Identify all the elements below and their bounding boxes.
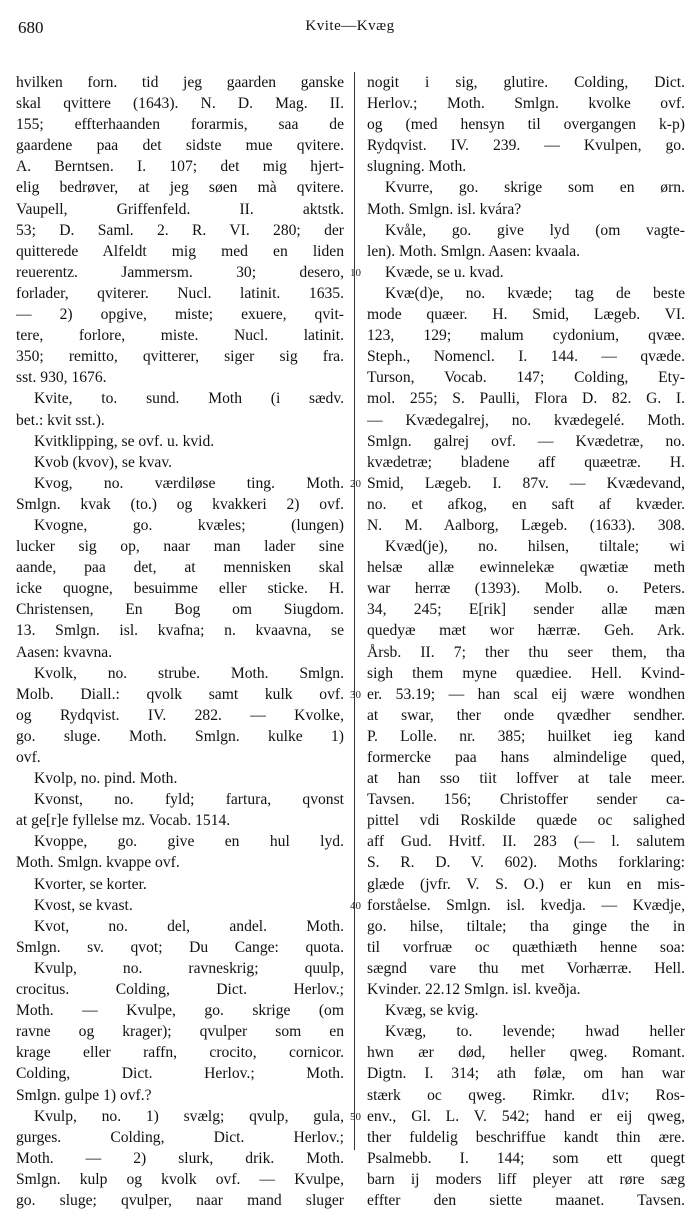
text-line: env., Gl. L. V. 542; hand er eij qweg,: [367, 1107, 685, 1125]
text-line: Kvorter, se korter.: [34, 875, 147, 893]
text-line: Tavsen. 156; Christoffer sender ca-: [367, 791, 685, 809]
text-line: sigh them myne quædiee. Hell. Kvind-: [367, 664, 685, 682]
text-line: Kvolp, no. pind. Moth.: [34, 770, 178, 788]
text-line: ravne og krager); qvulper som en: [16, 1023, 344, 1041]
text-line: mode quæer. H. Smid, Lægeb. VI.: [367, 306, 685, 324]
text-line: Digtn. I. 314; ath følæ, om han war: [367, 1065, 685, 1083]
text-line: Kvoppe, go. give en hul lyd.: [34, 833, 344, 851]
text-line: 34, 245; E[rik] sender allæ mæn: [367, 601, 685, 619]
text-line: Årsb. II. 7; ther thu seer them, tha: [367, 643, 685, 661]
column-divider: [354, 72, 355, 1150]
text-line: A. Berntsen. I. 107; det mig hjert-: [16, 158, 344, 176]
text-line: Kvåle, go. give lyd (om vagte-: [385, 221, 685, 239]
text-line: Colding, Dict. Herlov.; Moth.: [16, 1065, 344, 1083]
text-line: gurges. Colding, Dict. Herlov.;: [16, 1128, 344, 1146]
text-line: Herlov.; Moth. Smlgn. kvolke ovf.: [367, 95, 685, 113]
text-line: effter den siette maanet. Tavsen.: [367, 1191, 685, 1209]
text-line: Kvæd(je), no. hilsen, tiltale; wi: [385, 538, 685, 556]
text-line: Kvulp, no. 1) svælg; qvulp, gula,: [34, 1107, 344, 1125]
text-line: Kvinder. 22.12 Smlgn. isl. kveðja.: [367, 981, 581, 999]
text-line: Moth. Smlgn. isl. kvára?: [367, 200, 522, 218]
text-line: tere, forlore, miste. Nucl. latinit.: [16, 327, 344, 345]
text-line: 13. Smlgn. isl. kvafna; n. kvaavna, se: [16, 622, 344, 640]
text-line: krage eller raffn, crocito, cornicor.: [16, 1044, 344, 1062]
text-line: Kvitklipping, se ovf. u. kvid.: [34, 432, 215, 450]
text-line: — 2) opgive, miste; exuere, qvit-: [16, 306, 344, 324]
text-line: lucker sig op, naar man lader sine: [16, 538, 344, 556]
text-line: Aasen: kvavna.: [16, 643, 113, 661]
text-line: barn ij moders liff pleyer att røre sæg: [367, 1170, 685, 1188]
text-line: ther fuldelig beschriffue kandt thin ære.: [367, 1128, 685, 1146]
text-line: 155; effterhaanden forarmis, saa de: [16, 116, 344, 134]
text-line: Smlgn. galrej ovf. — Kvædetræ, no.: [367, 432, 685, 450]
text-line: Kvogne, go. kvæles; (lungen): [34, 516, 344, 534]
text-line: Kvog, no. værdiløse ting. Moth.: [34, 474, 344, 492]
text-line: Kvot, no. del, andel. Moth.: [34, 917, 344, 935]
text-line: mol. 255; S. Paulli, Flora D. 82. G. I.: [367, 390, 685, 408]
text-line: Kvite, to. sund. Moth (i sædv.: [34, 390, 344, 408]
text-line: Kvæg, se kvig.: [385, 1002, 479, 1020]
text-line: Smlgn. sv. qvot; Du Cange: quota.: [16, 938, 344, 956]
text-line: skal qvittere (1643). N. D. Mag. II.: [16, 95, 344, 113]
text-line: Molb. Diall.: qvolk samt kulk ovf.: [16, 685, 344, 703]
text-line: sst. 930, 1676.: [16, 369, 107, 387]
line-number: 30: [350, 688, 361, 701]
text-line: at swar, ther onde qvædher sendher.: [367, 706, 685, 724]
line-number: 50: [350, 1110, 361, 1123]
text-line: S. R. D. V. 602). Moths forklaring:: [367, 854, 685, 872]
text-line: stærk oc qweg. Rimkr. d1v; Ros-: [367, 1086, 685, 1104]
text-line: hwn ær død, heller qweg. Romant.: [367, 1044, 685, 1062]
text-line: glæde (jvfr. V. S. O.) er kun en mis-: [367, 875, 685, 893]
text-line: helsæ allæ ewinnelekæ qwætiæ meth: [367, 559, 685, 577]
text-line: gaardene paa det sidste mue qvitere.: [16, 137, 344, 155]
text-line: P. Lolle. nr. 385; huilket ieg kand: [367, 727, 685, 745]
text-line: Moth. Smlgn. kvappe ovf.: [16, 854, 180, 872]
text-line: nogit i sig, glutire. Colding, Dict.: [367, 74, 685, 91]
text-line: Smlgn. gulpe 1) ovf.?: [16, 1086, 152, 1104]
text-line: Kvost, se kvast.: [34, 896, 133, 914]
text-line: Smlgn. kvak (to.) og kvakkeri 2) ovf.: [16, 495, 344, 513]
line-number: 40: [350, 899, 361, 912]
text-line: Kvolk, no. strube. Moth. Smlgn.: [34, 664, 344, 682]
text-line: Moth. — 2) slurk, drik. Moth.: [16, 1149, 344, 1167]
line-number: 10: [350, 266, 361, 279]
text-line: Smid, Lægeb. I. 87v. — Kvædevand,: [367, 474, 685, 492]
page-header: [18, 18, 682, 42]
text-line: 123, 129; malum cydonium, qvæe.: [367, 327, 685, 345]
text-line: Kvæ(d)e, no. kvæde; tag de beste: [385, 284, 685, 302]
text-line: forlader, qviterer. Nucl. latinit. 1635.: [16, 284, 344, 302]
text-line: hvilken forn. tid jeg gaarden ganske: [16, 74, 344, 91]
text-line: Vaupell, Griffenfeld. II. aktstk.: [16, 200, 344, 218]
line-number: 20: [350, 477, 361, 490]
text-line: at ge[r]e fyllelse mz. Vocab. 1514.: [16, 812, 231, 830]
text-line: Smlgn. kulp og kvolk ovf. — Kvulpe,: [16, 1170, 344, 1188]
text-line: go. sluge. Moth. Smlgn. kulke 1): [16, 727, 344, 745]
running-title: Kvite—Kvæg: [305, 18, 395, 34]
text-line: slugning. Moth.: [367, 158, 467, 176]
text-line: war herræ (1393). Molb. o. Peters.: [367, 580, 685, 598]
text-line: Turson, Vocab. 147; Colding, Ety-: [367, 369, 685, 387]
text-line: N. M. Aalborg, Lægeb. (1633). 308.: [367, 516, 685, 534]
text-line: kvædetræ; bladene aff quæetræ. H.: [367, 453, 685, 471]
text-line: Psalmebb. I. 144; som ett quegt: [367, 1149, 685, 1167]
text-line: Kvob (kvov), se kvav.: [34, 453, 173, 471]
left-column: [16, 72, 344, 1211]
text-line: forståelse. Smlgn. isl. kvedja. — Kvædje,: [367, 896, 685, 914]
text-line: Steph., Nomencl. I. 144. — qvæde.: [367, 348, 685, 366]
text-line: quitterede Alfeldt mig med en liden: [16, 242, 344, 260]
text-line: go. hilse, tiltale; tha ginge the in: [367, 917, 685, 935]
text-line: len). Moth. Smlgn. Aasen: kvaala.: [367, 242, 581, 260]
text-line: og (med hensyn til overgangen k-p): [367, 116, 685, 134]
text-line: er. 53.19; — han scal eij wære wondhen: [367, 685, 685, 703]
text-line: Kvurre, go. skrige som en ørn.: [385, 179, 685, 197]
text-line: 350; remitto, qvitterer, siger sig fra.: [16, 348, 344, 366]
text-line: Kvæde, se u. kvad.: [385, 263, 504, 281]
text-line: elig bedrøver, at jeg søen mà qvitere.: [16, 179, 344, 197]
text-line: reuerentz. Jammersm. 30; desero,: [16, 263, 344, 281]
text-line: formercke paa hans almindelige qued,: [367, 749, 685, 766]
text-line: ovf.: [16, 749, 41, 766]
text-line: no. et afkog, en saft af kvæder.: [367, 495, 685, 513]
text-line: til vorfruæ oc quæthiæth henne soa:: [367, 938, 685, 956]
text-line: sægnd vare thu met Vorhærræ. Hell.: [367, 959, 685, 977]
text-line: pittel vdi Roskilde quæde oc salighed: [367, 812, 685, 830]
text-line: aande, paa det, at mennisken skal: [16, 559, 344, 577]
text-line: quedyæ mæt wor hærræ. Geh. Ark.: [367, 622, 685, 640]
text-line: Moth. — Kvulpe, go. skrige (om: [16, 1002, 344, 1020]
text-line: go. sluge; qvulper, naar mand sluger: [16, 1191, 344, 1209]
text-line: Kvulp, no. ravneskrig; quulp,: [34, 959, 344, 977]
text-line: icke quogne, besuimme eller sticke. H.: [16, 580, 344, 598]
page-number: 680: [18, 18, 44, 37]
text-line: 53; D. Saml. 2. R. VI. 280; der: [16, 221, 344, 239]
right-column: [367, 72, 685, 1211]
text-line: — Kvædegalrej, no. kvædegelé. Moth.: [367, 411, 685, 429]
text-line: crocitus. Colding, Dict. Herlov.;: [16, 981, 344, 999]
text-line: aff Gud. Hvitf. II. 283 (— l. salutem: [367, 833, 685, 851]
text-line: Kvonst, no. fyld; fartura, qvonst: [34, 791, 344, 809]
text-line: Christensen, En Bog om Siugdom.: [16, 601, 344, 619]
text-line: Kvæg, to. levende; hwad heller: [385, 1023, 685, 1041]
text-line: bet.: kvit sst.).: [16, 411, 105, 429]
text-line: Rydqvist. IV. 239. — Kvulpen, go.: [367, 137, 685, 155]
text-line: og Rydqvist. IV. 282. — Kvolke,: [16, 706, 344, 724]
text-line: at han sso tiit loffver at tale meer.: [367, 770, 685, 788]
